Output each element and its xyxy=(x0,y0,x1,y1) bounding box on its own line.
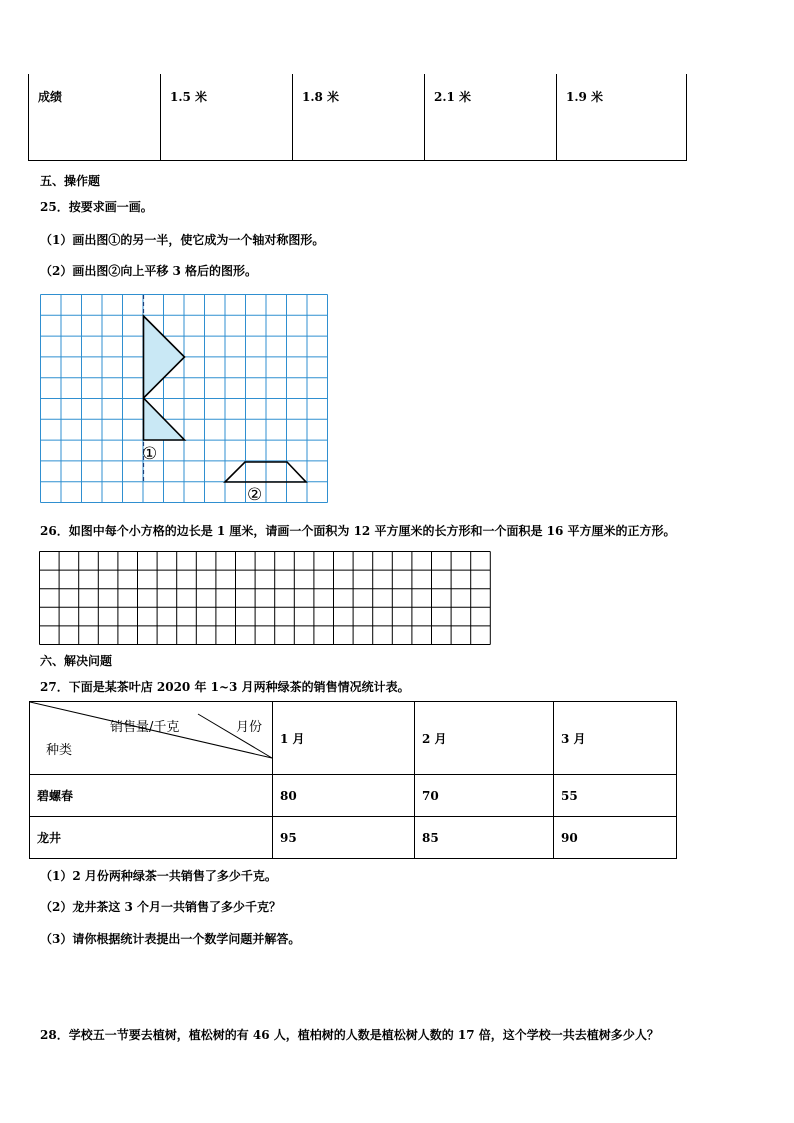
score-table xyxy=(28,74,687,161)
sales-value: 55 xyxy=(554,775,677,817)
header-month: 月份 xyxy=(236,720,263,735)
sales-value: 80 xyxy=(273,775,415,817)
month-header: 2 月 xyxy=(415,702,554,775)
q27-sub3: （3）请你根据统计表提出一个数学问题并解答。 xyxy=(40,932,301,946)
q27-sub2: （2）龙井茶这 3 个月一共销售了多少千克？ xyxy=(40,900,282,914)
q26-title: 26．如图中每个小方格的边长是 1 厘米，请画一个面积为 12 平方厘米的长方形和一个面积是 16 平方厘米的正方形。 xyxy=(40,524,676,538)
shape-2-label: ② xyxy=(247,485,263,505)
diagonal-header-cell xyxy=(30,702,273,775)
sales-value: 90 xyxy=(554,817,677,859)
sales-value: 85 xyxy=(415,817,554,859)
section5-heading: 五、操作题 xyxy=(40,174,101,188)
tea-name: 碧螺春 xyxy=(30,775,273,817)
month-header: 3 月 xyxy=(554,702,677,775)
section6-heading: 六、解决问题 xyxy=(40,654,113,668)
score-cell: 2.1 米 xyxy=(425,74,557,161)
table-row xyxy=(30,775,677,817)
blue-grid xyxy=(41,295,328,503)
black-grid xyxy=(40,552,491,645)
table-row xyxy=(30,817,677,859)
q27-title: 27．下面是某茶叶店 2020 年 1~3 月两种绿茶的销售情况统计表。 xyxy=(40,680,410,694)
shape-1-label: ① xyxy=(142,444,158,464)
q26-grid xyxy=(38,548,498,648)
header-kind: 种类 xyxy=(46,743,73,758)
score-label: 成绩 xyxy=(29,74,161,161)
sales-value: 95 xyxy=(273,817,415,859)
q25-grid-figure xyxy=(38,291,330,509)
q28-title: 28．学校五一节要去植树，植松树的有 46 人，植柏树的人数是植松树人数的 17 倍，这个学校一共去植树多少人？ xyxy=(40,1028,659,1042)
month-header: 1 月 xyxy=(273,702,415,775)
q25-sub1: （1）画出图①的另一半，使它成为一个轴对称图形。 xyxy=(40,233,325,247)
sales-value: 70 xyxy=(415,775,554,817)
q25-title: 25．按要求画一画。 xyxy=(40,200,153,214)
q27-sub1: （1）2 月份两种绿茶一共销售了多少千克。 xyxy=(40,869,277,883)
score-cell: 1.9 米 xyxy=(557,74,687,161)
header-sales: 销售量/千克 xyxy=(110,720,180,735)
tea-name: 龙井 xyxy=(30,817,273,859)
score-cell: 1.5 米 xyxy=(161,74,293,161)
score-cell: 1.8 米 xyxy=(293,74,425,161)
q25-sub2: （2）画出图②向上平移 3 格后的图形。 xyxy=(40,264,258,278)
tea-sales-table xyxy=(29,701,677,859)
